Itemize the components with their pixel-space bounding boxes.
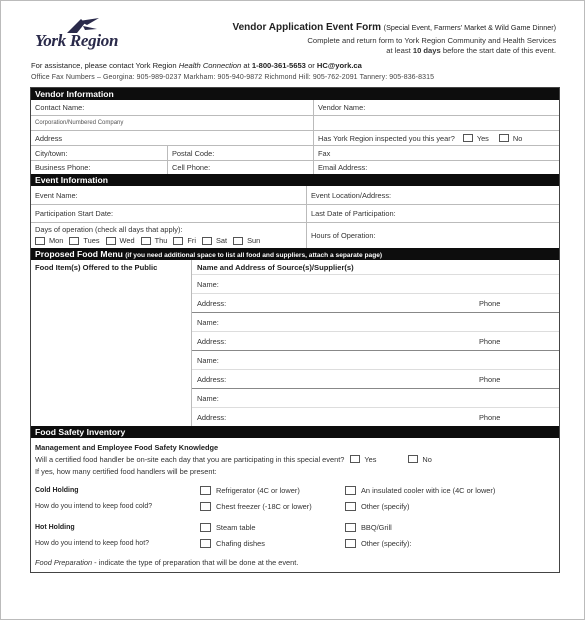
refrigerator-checkbox[interactable] xyxy=(200,486,211,495)
day-checkbox[interactable] xyxy=(233,237,243,245)
supplier-name-label: Name: xyxy=(197,393,219,403)
supplier-name-label: Name: xyxy=(197,279,219,289)
knowledge-heading: Management and Employee Food Safety Knowledge xyxy=(35,442,219,452)
certified-question: Will a certified food handler be on-site each day that you are participating in this special event? xyxy=(35,454,345,464)
suppliers-column xyxy=(192,260,559,426)
last-date-field[interactable]: Last Date of Participation: xyxy=(311,209,396,218)
supplier-name-label: Name: xyxy=(197,317,219,327)
certified-question-row xyxy=(35,453,555,465)
hot-other-checkbox[interactable] xyxy=(345,539,356,548)
supplier-address-row[interactable] xyxy=(192,407,559,426)
food-menu-area xyxy=(31,260,559,426)
chafing-checkbox[interactable] xyxy=(200,539,211,548)
assistance-line xyxy=(31,61,362,70)
line2-post: before the start date of this event. xyxy=(442,46,556,55)
insulated-checkbox[interactable] xyxy=(345,486,356,495)
cell-phone-field[interactable]: Cell Phone: xyxy=(168,161,314,174)
section-event-heading: Event Information xyxy=(31,174,559,186)
bbq-label: BBQ/Grill xyxy=(361,523,392,532)
hot-options-b xyxy=(345,519,555,550)
chest-freezer-checkbox[interactable] xyxy=(200,502,211,511)
supplier-address-label: Address: xyxy=(197,374,227,384)
supplier-phone-label: Phone xyxy=(479,412,501,422)
day-checkbox[interactable] xyxy=(35,237,45,245)
insulated-option[interactable] xyxy=(345,481,555,499)
form-title-main: Vendor Application Event Form xyxy=(232,22,382,33)
cold-holding-labels xyxy=(35,481,200,513)
postal-code-field[interactable]: Postal Code: xyxy=(168,146,314,160)
supplier-name-row[interactable] xyxy=(192,274,559,293)
hot-other-label: Other (specify): xyxy=(361,538,412,548)
chafing-option[interactable] xyxy=(200,536,345,550)
supplier-name-row[interactable] xyxy=(192,388,559,407)
form-title-sub: (Special Event, Farmers' Market & Wild Game Dinner) xyxy=(383,23,556,32)
supplier-address-row[interactable] xyxy=(192,369,559,388)
supplier-name-label: Name: xyxy=(197,355,219,365)
line2-pre: at least xyxy=(386,46,411,55)
supplier-address-label: Address: xyxy=(197,336,227,346)
insulated-label: An insulated cooler with ice (4C or lower) xyxy=(361,485,496,495)
inspected-yes-label: Yes xyxy=(476,133,489,143)
assist-email[interactable]: HC@york.ca xyxy=(316,61,362,70)
corporation-field[interactable]: Corporation/Numbered Company xyxy=(31,116,314,130)
instruction-line-1: Complete and return form to York Region Community and Health Services xyxy=(307,36,556,45)
business-phone-field[interactable]: Business Phone: xyxy=(31,161,168,174)
cold-options-b xyxy=(345,481,555,513)
contact-name-field[interactable]: Contact Name: xyxy=(31,100,314,115)
day-label: Tues xyxy=(83,236,100,245)
refrigerator-label: Refrigerator (4C or lower) xyxy=(216,485,300,495)
steam-table-option[interactable] xyxy=(200,519,345,536)
cold-other-option[interactable] xyxy=(345,499,555,513)
hot-holding-heading: Hot Holding xyxy=(35,524,75,531)
chest-freezer-label: Chest freezer (-18C or lower) xyxy=(216,501,312,511)
supplier-address-label: Address: xyxy=(197,412,227,422)
cold-holding-heading: Cold Holding xyxy=(35,486,79,494)
supplier-phone-label: Phone xyxy=(479,336,501,346)
email-field[interactable]: Email Address: xyxy=(318,163,368,172)
hours-field[interactable]: Hours of Operation: xyxy=(311,231,376,240)
inspected-label: Has York Region inspected you this year? xyxy=(318,133,455,143)
chest-freezer-option[interactable] xyxy=(200,499,345,513)
assist-italic: Health Connection xyxy=(178,61,242,70)
steam-table-label: Steam table xyxy=(216,523,256,532)
supplier-name-row[interactable] xyxy=(192,312,559,331)
day-checkbox[interactable] xyxy=(69,237,79,245)
prep-text: - indicate the type of preparation that will be done at the event. xyxy=(94,557,299,567)
hot-other-option[interactable] xyxy=(345,536,555,550)
york-region-logo xyxy=(35,17,155,51)
day-label: Mon xyxy=(49,236,64,245)
instruction-line-2 xyxy=(386,46,556,55)
days-list xyxy=(35,236,302,247)
certified-no-label: No xyxy=(422,454,432,464)
assist-mid: at xyxy=(243,61,250,70)
day-checkbox[interactable] xyxy=(173,237,183,245)
day-label: Sat xyxy=(216,236,228,245)
vendor-row-4 xyxy=(31,145,559,160)
days-of-operation xyxy=(31,223,307,248)
suppliers-label: Name and Address of Source(s)/Supplier(s) xyxy=(197,262,354,272)
hot-holding-question: How do you intend to keep food hot? xyxy=(35,539,150,547)
day-option-wed[interactable] xyxy=(102,236,135,245)
menu-heading-text: Proposed Food Menu xyxy=(35,249,123,259)
chafing-label: Chafing dishes xyxy=(216,538,265,548)
city-field[interactable]: City/town: xyxy=(31,146,168,160)
event-row-2 xyxy=(31,204,559,222)
blank-cell xyxy=(314,116,559,130)
day-label: Fri xyxy=(187,236,196,245)
line2-bold: 10 days xyxy=(412,46,441,55)
supplier-address-label: Address: xyxy=(197,298,227,308)
supplier-address-row[interactable] xyxy=(192,293,559,312)
certified-yes-label: Yes xyxy=(364,454,377,464)
day-option-mon[interactable] xyxy=(35,236,63,245)
vendor-name-field[interactable]: Vendor Name: xyxy=(318,103,366,112)
form-title xyxy=(232,22,556,33)
day-option-sun[interactable] xyxy=(229,236,260,245)
day-option-sat[interactable] xyxy=(198,236,227,245)
assist-or: or xyxy=(308,61,315,70)
supplier-phone-label: Phone xyxy=(479,298,501,308)
menu-heading-note: (if you need additional space to list all food and suppliers, attach a separate page) xyxy=(125,252,383,259)
day-label: Thu xyxy=(154,236,168,245)
day-label: Sun xyxy=(247,236,261,245)
section-safety-heading: Food Safety Inventory xyxy=(31,426,559,438)
safety-content xyxy=(31,438,559,572)
day-option-tues[interactable] xyxy=(65,236,99,245)
days-label: Days of operation (check all days that apply): xyxy=(35,225,183,234)
inspected-no-checkbox[interactable] xyxy=(499,134,509,142)
assist-phone[interactable]: 1-800-361-5653 xyxy=(251,61,306,70)
start-date-field[interactable]: Participation Start Date: xyxy=(31,205,307,222)
day-checkbox[interactable] xyxy=(202,237,212,245)
form-table xyxy=(30,87,560,573)
how-many-handlers[interactable]: If yes, how many certified food handlers will be present: xyxy=(35,466,217,476)
day-option-fri[interactable] xyxy=(169,236,196,245)
cold-other-checkbox[interactable] xyxy=(345,502,356,511)
event-row-1 xyxy=(31,186,559,204)
hot-holding-block xyxy=(35,519,555,550)
food-preparation-row[interactable] xyxy=(35,556,555,568)
certified-yes-checkbox[interactable] xyxy=(350,455,360,463)
vendor-row-2 xyxy=(31,115,559,130)
vendor-row-5 xyxy=(31,160,559,174)
hot-options-a xyxy=(200,519,345,550)
hot-holding-labels xyxy=(35,519,200,550)
cold-options-a xyxy=(200,481,345,513)
event-row-3 xyxy=(31,222,559,248)
address-field[interactable]: Address xyxy=(31,131,314,145)
inspected-yes-checkbox[interactable] xyxy=(463,134,473,142)
section-menu-heading xyxy=(31,248,559,260)
food-items-label: Food Item(s) Offered to the Public xyxy=(35,263,158,272)
supplier-name-row[interactable] xyxy=(192,350,559,369)
steam-table-checkbox[interactable] xyxy=(200,523,211,532)
day-checkbox[interactable] xyxy=(141,237,151,245)
bbq-checkbox[interactable] xyxy=(345,523,356,532)
vendor-row-1 xyxy=(31,100,559,115)
supplier-address-row[interactable] xyxy=(192,331,559,350)
inspected-no-label: No xyxy=(512,133,523,143)
vendor-row-3 xyxy=(31,130,559,145)
cold-holding-question: How do you intend to keep food cold? xyxy=(35,502,153,510)
event-name-field[interactable]: Event Name: xyxy=(31,186,307,204)
prep-label: Food Preparation xyxy=(35,557,93,567)
refrigerator-option[interactable] xyxy=(200,481,345,499)
day-label: Wed xyxy=(119,236,135,245)
day-option-thu[interactable] xyxy=(137,236,168,245)
assist-pre: For assistance, please contact York Region xyxy=(31,61,177,70)
cold-holding-block xyxy=(35,481,555,513)
certified-no-checkbox[interactable] xyxy=(408,455,418,463)
supplier-phone-label: Phone xyxy=(479,374,501,384)
section-vendor-heading: Vendor Information xyxy=(31,88,559,100)
inspected-question xyxy=(314,131,559,145)
fax-field[interactable]: Fax xyxy=(318,148,331,158)
cold-other-label: Other (specify) xyxy=(361,501,410,511)
day-checkbox[interactable] xyxy=(106,237,116,245)
event-location-field[interactable]: Event Location/Address: xyxy=(311,190,392,200)
office-fax-numbers: Office Fax Numbers – Georgina: 905-989-0237 Markham: 905-940-9872 Richmond Hill: 905-762-2091 Tannery: 905-836-8315 xyxy=(31,74,435,81)
bbq-option[interactable] xyxy=(345,519,555,536)
food-items-column[interactable] xyxy=(31,260,192,426)
logo-text: York Region xyxy=(35,31,119,50)
